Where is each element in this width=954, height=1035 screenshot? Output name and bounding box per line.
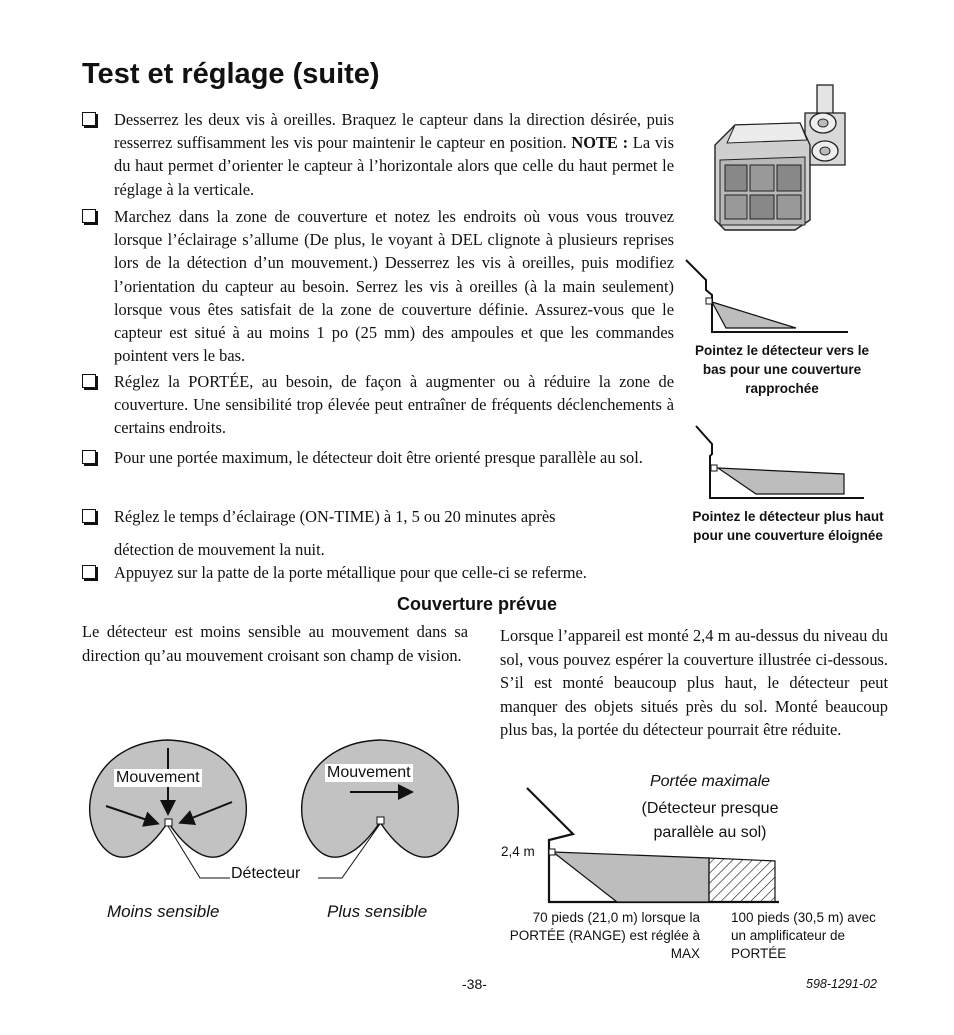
doc-number: 598-1291-02 <box>806 977 877 991</box>
motion-sensor-illustration <box>705 85 855 245</box>
movement-label-right: Mouvement <box>327 764 411 781</box>
step-6 <box>82 561 674 584</box>
near-coverage-diagram <box>686 260 856 335</box>
coverage-right-paragraph: Lorsque l’appareil est monté 2,4 m au-dessus du niveau du sol, vous pouvez espérer la couverture illustrée ci-dessous. S’il est monté beaucoup plus haut, le détecteur peut manquer des objets situés près du sol. Monté beaucoup plus bas, la portée du détecteur pourrait être réduite. <box>500 626 888 739</box>
step-5-text-line2: détection de mouvement la nuit. <box>114 540 325 559</box>
max-range-diagram <box>527 788 787 908</box>
far-coverage-caption: Pointez le détecteur plus haut pour une couverture éloignée <box>692 509 884 543</box>
more-sensitive-label: Plus sensible <box>327 902 428 921</box>
step-4-text: Pour une portée maximum, le détecteur doit être orienté presque parallèle au sol. <box>114 448 643 467</box>
max-range-title: Portée maximale <box>649 773 771 790</box>
far-coverage-diagram <box>696 426 871 501</box>
less-sensitive-label: Moins sensible <box>107 902 220 921</box>
step-3-text: Réglez la PORTÉE, au besoin, de façon à augmenter ou à réduire la zone de couverture. Une sensibilité trop élevée peut entraîner de fréquents déclenchements à certains endroits. <box>114 372 674 438</box>
note-label: NOTE : <box>571 133 629 153</box>
page-number: -38- <box>462 976 487 992</box>
step-5 <box>82 500 674 566</box>
checkbox-icon <box>82 450 96 464</box>
max-range-subtitle: (Détecteur presque parallèle au sol) <box>641 800 779 841</box>
near-coverage-caption: Pointez le détecteur vers le bas pour une couverture rapprochée <box>694 343 870 396</box>
step-1 <box>82 108 674 201</box>
step-2-text: Marchez dans la zone de couverture et notez les endroits où vous vous trouvez lorsque l’éclairage s’allume (De plus, le voyant à DEL clignote à plusieurs reprises lors de la détection d’un mouvement.) Desserrez les vis à oreilles, puis modifiez l’orientation du capteur au besoin. Serrez les vis à oreilles (à la main seulement) lorsque vous êtes satisfait de la zone de couverture définie. Assurez-vous que le capteur est situé à au moins 1 po (25 mm) des ampoules et que les commandes pointent vers le bas. <box>114 207 674 366</box>
coverage-left-paragraph: Le détecteur est moins sensible au mouvement dans sa direction qu’au mouvement croisant son champ de vision. <box>82 622 468 665</box>
step-1-note-text: La vis du haut permet d’orienter le capteur à l’horizontale alors que celle du haut permet le réglage à la verticale. <box>114 133 674 199</box>
checkbox-icon <box>82 374 96 388</box>
step-6-text: Appuyez sur la patte de la porte métallique pour que celle-ci se referme. <box>114 563 587 582</box>
checkbox-icon <box>82 112 96 126</box>
range-100-label: 100 pieds (30,5 m) avec un amplificateur de PORTÉE <box>731 910 876 961</box>
step-3 <box>82 370 674 440</box>
checkbox-icon <box>82 565 96 579</box>
step-2 <box>82 205 674 367</box>
height-label: 2,4 m <box>501 844 535 859</box>
detector-label: Détecteur <box>231 865 301 882</box>
range-70-label: 70 pieds (21,0 m) lorsque la PORTÉE (RANGE) est réglée à MAX <box>509 910 700 961</box>
step-5-text-line1: Réglez le temps d’éclairage (ON-TIME) à 1, 5 ou 20 minutes après <box>114 507 556 526</box>
checkbox-icon <box>82 509 96 523</box>
coverage-heading: Couverture prévue <box>396 594 558 614</box>
page-title: Test et réglage (suite) <box>82 58 380 90</box>
movement-label-left: Mouvement <box>116 769 200 786</box>
step-1-text: Desserrez les deux vis à oreilles. Braquez le capteur dans la direction désirée, puis resserrez suffisamment les vis pour maintenir le capteur en position. <box>114 110 674 153</box>
checkbox-icon <box>82 209 96 223</box>
step-4 <box>82 446 674 469</box>
